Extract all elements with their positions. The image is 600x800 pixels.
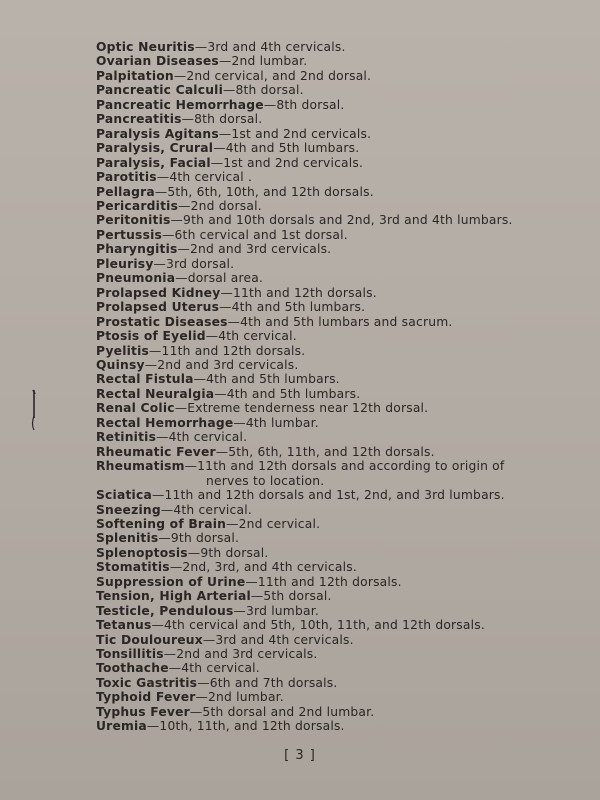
index-entry <box>96 344 576 358</box>
entry-term: Paralysis, Crural <box>96 141 214 156</box>
entry-definition: 1st and 2nd cervicals. <box>223 155 364 170</box>
entry-separator: — <box>210 155 224 170</box>
entry-term: Stomatitis <box>96 560 170 575</box>
entry-definition: 3rd and 4th cervicals. <box>207 40 346 54</box>
entry-term: Pancreatitis <box>96 112 182 127</box>
entry-definition: 11th and 12th dorsals. <box>232 285 377 300</box>
entry-separator: — <box>215 444 229 459</box>
entry-separator: — <box>178 198 191 213</box>
entry-definition: 11th and 12th dorsals. <box>161 343 306 358</box>
entry-term: Splenoptosis <box>96 545 188 560</box>
entry-definition: 4th cervical. <box>181 661 260 676</box>
entry-separator: — <box>197 675 210 690</box>
entry-term: Splenitis <box>96 531 159 546</box>
entry-term: Pellagra <box>96 184 155 199</box>
entry-definition: 4th cervical. <box>218 329 297 344</box>
entry-term: Pyelitis <box>96 343 150 358</box>
entry-term: Tension, High Arterial <box>96 589 251 604</box>
entry-definition: 9th dorsal. <box>200 545 269 560</box>
entry-definition: 5th dorsal. <box>263 589 332 604</box>
index-entry <box>96 170 576 184</box>
index-entry <box>96 589 576 603</box>
index-entry <box>96 719 576 733</box>
entry-term: Prolapsed Kidney <box>96 285 221 300</box>
entry-separator: — <box>146 719 160 734</box>
index-entry <box>96 647 576 661</box>
entry-definition: 4th lumbar. <box>245 415 319 430</box>
index-entry <box>96 372 576 386</box>
entry-separator: — <box>245 574 258 589</box>
entry-separator: — <box>214 386 227 401</box>
entry-definition: 2nd and 3rd cervicals. <box>190 242 332 257</box>
entry-separator: — <box>218 54 232 69</box>
index-entry <box>96 387 576 401</box>
entry-separator: — <box>158 531 171 546</box>
entry-term: Prostatic Diseases <box>96 314 228 329</box>
index-entry <box>96 560 576 574</box>
index-entry <box>96 690 576 704</box>
entry-definition: 4th and 5th lumbars. <box>226 386 361 401</box>
entry-definition: 4th cervical and 5th, 10th, 11th, and 12th dorsals. <box>164 618 485 633</box>
entry-term: Rectal Hemorrhage <box>96 415 234 430</box>
entry-definition: 11th and 12th dorsals and according to origin of <box>197 459 505 474</box>
index-entry <box>96 517 576 531</box>
entry-separator: — <box>263 97 277 112</box>
entry-definition: 8th dorsal. <box>235 83 304 98</box>
index-entry <box>96 445 576 459</box>
index-entry <box>96 83 576 97</box>
entry-term: Typhoid Fever <box>96 690 196 705</box>
index-entry <box>96 199 576 213</box>
entry-definition: 2nd dorsal. <box>190 198 262 213</box>
entry-separator: — <box>194 40 208 54</box>
index-entry <box>96 633 576 647</box>
entry-definition: 3rd and 4th cervicals. <box>215 632 354 647</box>
entry-term: Retinitis <box>96 430 157 445</box>
entry-separator: — <box>156 170 170 185</box>
index-entry <box>96 228 576 242</box>
entry-definition: 4th and 5th lumbars. <box>206 372 340 387</box>
entry-definition: 4th and 5th lumbars. <box>225 141 360 156</box>
entry-term: Paralysis Agitans <box>96 126 219 141</box>
entry-separator: — <box>149 343 162 358</box>
index-entry <box>96 459 576 488</box>
entry-term: Pharyngitis <box>96 242 178 257</box>
index-entry <box>96 40 576 54</box>
entry-definition: Extreme tenderness near 12th dorsal. <box>187 401 429 416</box>
entry-separator: — <box>154 184 168 199</box>
entry-separator: — <box>173 68 187 83</box>
entry-definition: 1st and 2nd cervicals. <box>231 126 372 141</box>
entry-separator: — <box>233 603 247 618</box>
entry-definition: 4th and 5th lumbars and sacrum. <box>240 314 453 329</box>
entry-term: Renal Colic <box>96 401 175 416</box>
entry-term: Softening of Brain <box>96 516 227 531</box>
entry-term: Tetanus <box>96 618 152 633</box>
index-entry <box>96 676 576 690</box>
entry-separator: — <box>153 256 167 271</box>
entry-term: Ptosis of Eyelid <box>96 329 206 344</box>
entry-separator: — <box>193 372 207 387</box>
page-number: [ 3 ] <box>284 748 316 763</box>
entry-term: Typhus Fever <box>96 704 190 719</box>
entry-separator: — <box>187 545 201 560</box>
entry-separator: — <box>175 271 188 286</box>
index-entry <box>96 300 576 314</box>
entry-definition: 11th and 12th dorsals. <box>257 574 402 589</box>
entry-separator: — <box>144 357 158 372</box>
entry-definition: 2nd and 3rd cervicals. <box>157 357 299 372</box>
entry-term: Tic Douloureux <box>96 632 203 647</box>
entry-definition: 4th cervical. <box>173 502 252 517</box>
entry-definition: 2nd and 3rd cervicals. <box>176 647 318 662</box>
entry-definition: 8th dorsal. <box>276 97 345 112</box>
index-entry <box>96 98 576 112</box>
index-entry <box>96 242 576 256</box>
entry-definition: 9th and 10th dorsals and 2nd, 3rd and 4th lumbars. <box>183 213 513 228</box>
index-entry <box>96 618 576 632</box>
entry-term: Prolapsed Uterus <box>96 300 220 315</box>
entry-definition: 3rd lumbar. <box>246 603 319 618</box>
index-entry <box>96 141 576 155</box>
entry-term: Pericarditis <box>96 198 179 213</box>
entry-term: Toothache <box>96 661 169 676</box>
entry-definition: 5th dorsal and 2nd lumbar. <box>202 704 375 719</box>
entry-term: Toxic Gastritis <box>96 675 198 690</box>
entry-separator: — <box>168 661 182 676</box>
index-entry <box>96 112 576 126</box>
entry-term: Peritonitis <box>96 213 171 228</box>
entry-separator: — <box>220 285 233 300</box>
index-entry <box>96 575 576 589</box>
index-entry <box>96 185 576 199</box>
entry-definition: 2nd lumbar. <box>231 54 308 69</box>
index-entry <box>96 358 576 372</box>
entry-separator: — <box>218 126 232 141</box>
entry-separator: — <box>162 227 175 242</box>
entry-definition: 4th and 5th lumbars. <box>231 300 366 315</box>
entry-term: Ovarian Diseases <box>96 54 219 69</box>
entry-term: Testicle, Pendulous <box>96 603 234 618</box>
index-entry <box>96 430 576 444</box>
entry-term: Rectal Neuralgia <box>96 386 215 401</box>
entry-separator: — <box>233 415 246 430</box>
entry-separator: — <box>151 488 165 503</box>
entry-separator: — <box>195 690 209 705</box>
entry-separator: — <box>205 329 219 344</box>
entry-definition: 9th dorsal. <box>170 531 240 546</box>
index-entry <box>96 604 576 618</box>
entry-term: Sciatica <box>96 488 152 503</box>
entry-term: Pertussis <box>96 227 163 242</box>
entry-definition: 5th, 6th, 10th, and 12th dorsals. <box>167 184 374 199</box>
entry-term: Pneumonia <box>96 271 176 286</box>
entry-separator: — <box>226 516 239 531</box>
entry-term: Rectal Fistula <box>96 372 194 387</box>
entry-separator: — <box>174 401 188 416</box>
entry-separator: — <box>184 459 198 474</box>
entry-separator: — <box>189 704 203 719</box>
entry-separator: — <box>170 213 184 228</box>
index-entry <box>96 54 576 68</box>
entry-definition: 10th, 11th, and 12th dorsals. <box>159 719 345 734</box>
entry-separator: — <box>213 141 226 156</box>
entry-definition: 4th cervical. <box>168 430 248 445</box>
entry-definition: 8th dorsal. <box>194 112 263 127</box>
entry-term: Sneezing <box>96 502 161 517</box>
index-entry <box>96 127 576 141</box>
entry-term: Pleurisy <box>96 256 154 271</box>
index-entry <box>96 531 576 545</box>
entry-definition: 5th, 6th, 11th, and 12th dorsals. <box>228 444 435 459</box>
entry-term: Quinsy <box>96 357 145 372</box>
index-entry <box>96 69 576 83</box>
entry-definition: 2nd cervical, and 2nd dorsal. <box>186 68 372 83</box>
index-entry <box>96 257 576 271</box>
index-entry <box>96 329 576 343</box>
margin-pencil-mark <box>28 388 40 444</box>
entry-definition: 2nd, 3rd, and 4th cervicals. <box>182 560 357 575</box>
entry-separator: — <box>177 242 191 257</box>
entry-separator: — <box>163 647 177 662</box>
entry-term: Rheumatism <box>96 459 185 474</box>
entry-term: Optic Neuritis <box>96 40 195 54</box>
entry-term: Rheumatic Fever <box>96 444 216 459</box>
entry-term: Tonsillitis <box>96 647 164 662</box>
entry-definition-continued: nerves to location. <box>206 473 325 488</box>
entry-term: Parotitis <box>96 170 157 185</box>
entry-definition: 2nd lumbar. <box>208 690 284 705</box>
entry-definition: 4th cervical . <box>169 170 253 185</box>
entry-definition: 6th cervical and 1st dorsal. <box>174 227 348 242</box>
entry-separator: — <box>156 430 169 445</box>
index-entry <box>96 401 576 415</box>
index-entry <box>96 156 576 170</box>
index-entry-list <box>96 40 576 734</box>
entry-separator: — <box>227 314 241 329</box>
entry-separator: — <box>219 300 232 315</box>
index-entry <box>96 503 576 517</box>
entry-term: Palpitation <box>96 68 174 83</box>
index-entry <box>96 546 576 560</box>
index-entry <box>96 315 576 329</box>
index-entry <box>96 488 576 502</box>
entry-separator: — <box>202 632 216 647</box>
entry-separator: — <box>223 83 236 98</box>
index-entry <box>96 213 576 227</box>
entry-term: Paralysis, Facial <box>96 155 211 170</box>
entry-definition: 6th and 7th dorsals. <box>209 675 338 690</box>
entry-term: Pancreatic Hemorrhage <box>96 97 264 112</box>
entry-term: Uremia <box>96 719 147 734</box>
entry-definition: dorsal area. <box>187 271 264 286</box>
index-entry <box>96 661 576 675</box>
entry-separator: — <box>181 112 195 127</box>
entry-definition: 3rd dorsal. <box>166 256 235 271</box>
index-entry <box>96 271 576 285</box>
entry-term: Pancreatic Calculi <box>96 83 224 98</box>
entry-term: Suppression of Urine <box>96 574 246 589</box>
entry-separator: — <box>160 502 174 517</box>
index-entry <box>96 286 576 300</box>
entry-separator: — <box>151 618 164 633</box>
index-entry <box>96 416 576 430</box>
entry-separator: — <box>250 589 264 604</box>
entry-definition: 11th and 12th dorsals and 1st, 2nd, and 3rd lumbars. <box>164 488 505 503</box>
entry-definition: 2nd cervical. <box>238 516 321 531</box>
entry-separator: — <box>169 560 183 575</box>
index-entry <box>96 705 576 719</box>
